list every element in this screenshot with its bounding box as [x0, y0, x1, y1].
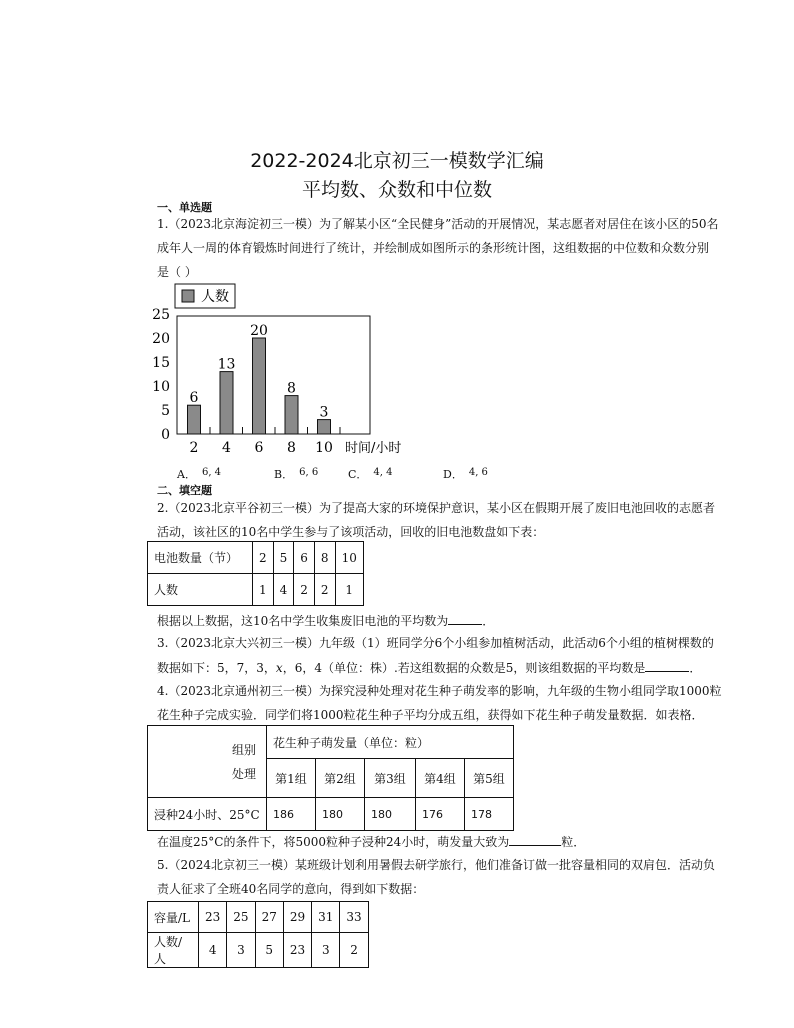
table-cell: 4 [273, 574, 294, 606]
y-tick-label: 10 [152, 379, 170, 395]
table-cell: 4 [199, 933, 227, 968]
table-cell: 第5组 [465, 759, 514, 798]
table-cell: 容量/L [148, 902, 199, 933]
table-cell: 人数 [148, 574, 253, 606]
table-cell: 33 [340, 902, 368, 933]
q3-text-a: 数据如下：5，7，3， [157, 661, 276, 675]
doc-subtitle: 平均数、众数和中位数 [301, 179, 492, 201]
legend-swatch [182, 290, 194, 302]
bar-value-label: 3 [319, 404, 329, 421]
q3-line2 [157, 658, 701, 676]
q1-option-c[interactable] [348, 466, 393, 482]
table-cell: 第3组 [365, 759, 416, 798]
table-cell: 23 [199, 902, 227, 933]
table-cell: 3 [227, 933, 255, 968]
q1-option-b[interactable] [274, 466, 318, 482]
x-axis-label: 时间/小时 [345, 441, 402, 456]
y-tick-label: 20 [152, 331, 170, 347]
bar-value-label: 6 [189, 390, 199, 407]
y-tick-label: 15 [152, 355, 170, 371]
option-letter: D． [443, 468, 463, 481]
q2-table [147, 541, 364, 606]
table-cell: 电池数量（节） [148, 542, 253, 574]
q4-line2: 花生种子完成实验．同学们将1000粒花生种子平均分成五组，获得如下花生种子萌发量数据．如表格． [157, 708, 704, 722]
doc-title: 2022-2024北京初三一模数学汇编 [250, 150, 544, 172]
bar [253, 338, 266, 434]
corner-top-label: 组别 [231, 742, 256, 757]
option-value: 4, 4 [373, 467, 393, 478]
x-tick-label: 4 [222, 440, 231, 456]
y-tick-label: 5 [161, 403, 170, 419]
table-cell: 8 [314, 542, 335, 574]
table-cell: 23 [283, 933, 311, 968]
table-cell: 浸种24小时、25°C [148, 798, 267, 831]
table-cell: 180 [316, 798, 365, 831]
option-value: 4, 6 [468, 467, 488, 478]
table-corner-cell [148, 726, 267, 798]
table-cell: 25 [227, 902, 255, 933]
bar-chart [140, 282, 440, 462]
corner-bottom-label: 处理 [231, 766, 256, 781]
section-fill-blank: 二、填空题 [157, 484, 212, 497]
table-cell: 5 [255, 933, 283, 968]
table-cell: 1 [253, 574, 274, 606]
table-cell: 10 [335, 542, 363, 574]
y-tick-label: 0 [161, 427, 170, 443]
chart-legend [175, 284, 235, 308]
table-cell: 176 [416, 798, 465, 831]
y-tick-label: 25 [152, 307, 170, 323]
q5-line2: 责人征求了全班40名同学的意向，得到如下数据： [157, 882, 425, 896]
bar [220, 372, 233, 434]
q1-line2: 成年人一周的体育锻炼时间进行了统计，并绘制成如图所示的条形统计图，这组数据的中位数和众数分别 [157, 241, 710, 255]
bar [285, 396, 298, 434]
x-tick-label: 8 [287, 440, 296, 456]
q4-line1: 4.（2023北京通州初三一模）为探究浸种处理对花生种子萌发率的影响，九年级的生物小组同学取1000粒 [157, 684, 722, 698]
table-cell: 第1组 [267, 759, 316, 798]
q1-line1: 1.（2023北京海淀初三一模）为了解某小区“全民健身”活动的开展情况，某志愿者对居住在该小区的50名 [157, 217, 719, 231]
table-cell: 31 [312, 902, 340, 933]
bar [188, 405, 201, 434]
q1-option-a[interactable] [177, 466, 221, 482]
q3-line1: 3.（2023北京大兴初三一模）九年级（1）班同学分6个小组参加植树活动，此活动6个小组的植树棵数的 [157, 636, 714, 650]
table-cell: 人数/人 [148, 933, 199, 968]
table-cell: 1 [335, 574, 363, 606]
table-cell: 29 [283, 902, 311, 933]
table-cell: 2 [294, 574, 315, 606]
q5-table [147, 901, 369, 968]
option-value: 6, 4 [201, 467, 222, 478]
table-cell: 180 [365, 798, 416, 831]
table-cell: 2 [314, 574, 335, 606]
table-cell: 6 [294, 542, 315, 574]
table-cell: 27 [255, 902, 283, 933]
section-single-choice: 一、单选题 [157, 201, 212, 214]
q2-line2: 活动，该社区的10名中学生参与了该项活动，回收的旧电池数盘如下表： [157, 525, 545, 539]
bar-value-label: 20 [250, 323, 268, 339]
answer-blank[interactable] [448, 611, 482, 625]
q4-answer-text: 在温度25°C的条件下，将5000粒种子浸种24小时，萌发量大致为 [157, 835, 510, 849]
q4-answer-end: 粒． [561, 835, 586, 849]
q2-line1: 2.（2023北京平谷初三一模）为了提高大家的环境保护意识，某小区在假期开展了废旧电池回收的志愿者 [157, 501, 715, 515]
answer-blank[interactable] [645, 658, 689, 672]
q5-line1: 5.（2024北京初三一模）某班级计划利用暑假去研学旅行，他们准备订做一批容量相同的双肩包．活动负 [157, 858, 715, 872]
option-letter: B． [274, 468, 294, 481]
q1-line3: 是（ ） [157, 265, 197, 279]
x-tick-label: 10 [315, 440, 333, 456]
table-cell: 第4组 [416, 759, 465, 798]
option-value: 6, 6 [299, 467, 319, 478]
bar [318, 420, 331, 434]
q2-answer-line [157, 611, 494, 629]
bar-value-label: 8 [287, 380, 296, 397]
table-header-cell: 花生种子萌发量（单位：粒） [267, 726, 514, 759]
q2-answer-text: 根据以上数据，这10名中学生收集废旧电池的平均数为 [157, 614, 449, 628]
table-cell: 178 [465, 798, 514, 831]
option-letter: A． [177, 468, 196, 481]
q1-option-d[interactable] [443, 466, 488, 482]
table-cell: 5 [273, 542, 294, 574]
q3-text-end: ． [689, 661, 702, 675]
legend-label: 人数 [201, 289, 229, 305]
q4-answer-line [157, 832, 585, 850]
bar-value-label: 13 [217, 356, 236, 373]
option-letter: C． [348, 468, 368, 481]
table-cell: 第2组 [316, 759, 365, 798]
table-cell: 3 [312, 933, 340, 968]
table-cell: 2 [340, 933, 368, 968]
table-cell: 186 [267, 798, 316, 831]
plot-frame [177, 316, 370, 434]
q3-text-b: ，6，4（单位：株）.若这组数据的众数是5，则该组数据的平均数是 [282, 661, 646, 675]
table-cell: 2 [253, 542, 274, 574]
q2-answer-end: ． [482, 614, 495, 628]
answer-blank[interactable] [509, 832, 561, 846]
q4-table [147, 725, 514, 831]
x-tick-label: 6 [254, 440, 264, 456]
variable-x: x [275, 661, 283, 675]
x-tick-label: 2 [189, 440, 199, 456]
